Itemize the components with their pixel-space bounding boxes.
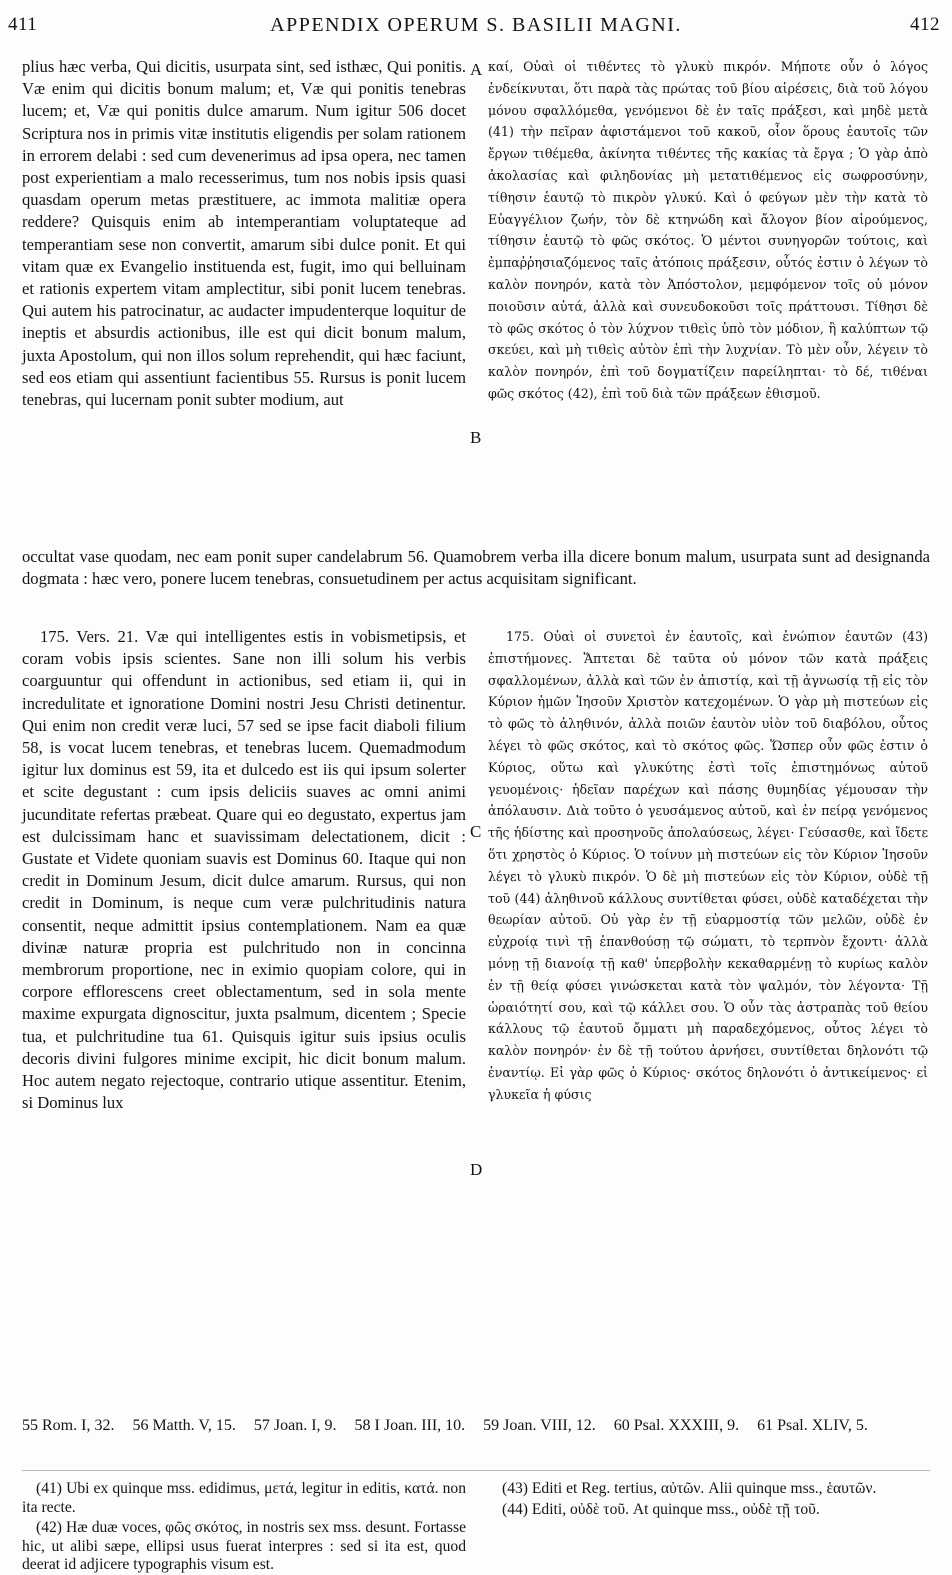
greek-column-top	[488, 56, 928, 405]
footnotes-right	[488, 1480, 928, 1519]
reference-61: 61 Psal. XLIV, 5.	[757, 1417, 868, 1434]
footnotes-left	[22, 1480, 466, 1575]
reference-60: 60 Psal. XXXIII, 9.	[613, 1417, 740, 1434]
scripture-references	[22, 1415, 930, 1436]
margin-mark-d: D	[470, 1160, 483, 1179]
reference-58: 58 I Joan. III, 10.	[354, 1417, 466, 1434]
latin-column-top	[22, 56, 466, 411]
footnote-42: (42) Hæ duæ voces, φῶς σκότος, in nostris sex mss. desunt. Fortasse hic, ut alibi sæpe, ellipsi usus fuerat interpres : sed si ita est, quod deerat id adjicere typographis visum est.	[22, 1519, 466, 1573]
reference-57: 57 Joan. I, 9.	[253, 1417, 337, 1434]
left-page-number: 411	[8, 14, 38, 35]
footnote-divider	[22, 1470, 930, 1471]
margin-mark-b: B	[470, 428, 482, 447]
margin-mark-a: A	[470, 60, 483, 79]
reference-56: 56 Matth. V, 15.	[132, 1417, 236, 1434]
greek-paragraph-175: 175. Οὐαὶ οἱ συνετοὶ ἐν ἑαυτοῖς, καὶ ἐνώπιον ἑαυτῶν (43) ἐπιστήμονες. Ἅπτεται δὲ ταῦτα οὐ μόνον τῶν κατὰ πράξεις σφαλλομένων, ἀλλὰ καὶ τῶν ἐν ἀπιστίᾳ, καὶ τῇ ἀγνωσίᾳ τῇ εἰς τὸν Κύριον ἡμῶν Ἰησοῦν Χριστὸν κατεχομένων. Ὁ γὰρ μὴ πιστεύων εἰς τὸ φῶς τὸ ἀληθινόν, ἀλλὰ ποιῶν ἑαυτὸν υἱὸν τοῦ διαβόλου, οὗτος λέγει τὸ φῶς σκότος, καὶ τὸ σκότος φῶς. Ὥσπερ οὖν φῶς ἐστιν ὁ Κύριος, οὕτω καὶ γλυκύτης ἐστὶ τοῖς ἐπιστημόνως αὐτοῦ γευομένοις· ἡδεῖαν παρέχων καὶ πάσης θυμηδίας γέμουσαν τὴν ἀπόλαυσιν. Διὰ τοῦτο ὁ γευσάμενος αὐτοῦ, καὶ ἐν πείρᾳ γενόμενος τῆς ἡδίστης καὶ προσηνοῦς ἀπολαύσεως, λέγει· Γεύσασθε, καὶ ἴδετε ὅτι χρηστὸς ὁ Κύριος. Ὁ τοίνυν μὴ πιστεύων εἰς τὸν Κύριον Ἰησοῦν λέγει τὸ γλυκὺ πικρόν. Ὁ δὲ μὴ πιστεύων εἰς τὸν Κύριον, οὐδὲ τῇ τοῦ (44) ἀληθινοῦ κάλλους συντίθεται φύσει, οὐδὲ καταδέχεται τὴν θεωρίαν αὐτοῦ. Οὐ γὰρ ἐν τῇ εὐαρμοστίᾳ τῶν μελῶν, οὐδὲ ἐν εὐχροίᾳ τινὶ τῇ ἐπανθούσῃ τῷ σώματι, τὸ τερπνὸν ἔχοντι· ἀλλὰ μόνῃ τῇ διανοίᾳ τῇ καθ' ὑπερβολὴν κεκαθαρμένῃ τὸ κυρίως καλὸν ἐν τῇ θείᾳ φύσει γινώσκεται κατὰ τὸν ψαλμόν, τὸν λέγοντα· Τῇ ὡραιότητί σου, καὶ τῷ κάλλει σου. Ὁ οὖν τὰς ἀστραπὰς τοῦ θείου κάλλους τῷ ἑαυτοῦ ὄμματι μὴ παραδεχόμενος, οὗτος λέγει τὸ καλὸν πονηρόν· ἐν δὲ τῇ τούτου ἀρνήσει, συντίθεται δηλονότι τῷ ἐναντίῳ. Εἰ γὰρ φῶς ὁ Κύριος· σκότος δηλονότι ὁ ἀντικείμενος· εἰ γλυκεῖα ἡ φύσις	[488, 629, 928, 1102]
latin-column-bottom	[22, 626, 466, 1114]
right-page-number: 412	[910, 14, 940, 35]
footnote-41: (41) Ubi ex quinque mss. edidimus, μετά, legitur in editis, κατά. non ita recte.	[22, 1480, 466, 1516]
greek-paragraph-1: καί, Οὐαὶ οἱ τιθέντες τὸ γλυκὺ πικρόν. Μήποτε οὖν ὁ λόγος ἐνδείκνυται, ὅτι παρὰ τὰς πρώτας τοῦ βίου αἱρέσεις, διὰ τοῦ λόγου μόνου σφαλλόμεθα, γενόμενοι δὲ ἐν ταῖς πράξεσι, καὶ μηδὲ μετὰ (41) τὴν πεῖραν ἀφιστάμενοι τοῦ κακοῦ, οἷον ὅρους ἑαυτοῖς τῶν ἔργων τιθέμεθα, ἀκίνητα τιθέντες τῆς κακίας τὰ ἔργα ; Ὁ γὰρ ἀπὸ ἀκολασίας καὶ φιληδονίας μὴ μετατιθέμενος εἰς σωφροσύνην, τίθησιν ἑαυτῷ τὸ πικρὸν γλυκύ. Καὶ ὁ φεύγων μὲν τὴν κατὰ τὸ Εὐαγγέλιον ζωήν, τὸν δὲ κτηνώδη καὶ ἄλογον βίον αἱρούμενος, τίθησιν ἑαυτῷ τὸ φῶς σκότος. Ὁ μέντοι συνηγορῶν τούτοις, καὶ ἐμπαῤῥησιαζόμενος ταῖς ἀτόποις πράξεσιν, οὗτός ἐστιν ὁ λέγων τὸ καλὸν πονηρόν, κατὰ τὸν Ἀπόστολον, μεμφόμενον τοῖς οὐ μόνον ποιοῦσιν αὐτά, ἀλλὰ καὶ συνευδοκοῦσι τοῖς πράττουσι. Τίθησι δὲ τὸ φῶς σκότος ὁ τὸν λύχνον τιθεὶς ὑπὸ τὸν μόδιον, ἢ καλύπτων τῷ σκεύει, καὶ μὴ τιθεὶς αὐτὸν ἐπὶ τὴν λυχνίαν. Τὸ μὲν οὖν, λέγειν τὸ καλὸν πονηρόν, ἐπὶ τοῦ δογματίζειν παρείληπται· τὸ δέ, τιθέναι φῶς σκότος (42), ἐπὶ τοῦ διὰ τῶν πράξεων ἐθισμοῦ.	[488, 59, 928, 401]
margin-mark-c: C	[470, 822, 482, 841]
running-title: APPENDIX OPERUM S. BASILII MAGNI.	[270, 14, 682, 36]
footnote-44: (44) Editi, οὐδὲ τοῦ. At quinque mss., οὐδὲ τῇ τοῦ.	[502, 1500, 820, 1518]
latin-paragraph-175: 175. Vers. 21. Væ qui intelligentes estis in vobismetipsis, et coram vobis ipsis scientes. Sane non illi solum his verbis coarguuntur qui offendunt in actionibus, sed etiam ii, qui in incredulitate et ignoratione Domini nostri Jesu Christi detinentur. Qui enim non credit veræ luci, 57 sed se ipse facit diaboli filium 58, is vocat lucem tenebras, et tenebras lucem. Quemadmodum igitur lux dominus est 59, ita et dulcedo est iis qui ipsum solerter et scite degustant : cum ipsis deliciis suaves ac omni animi jucunditate refertas præbeat. Quare qui eo degustato, expertus jam est dulcissimam hanc et suavissimam delectationem, dicit : Gustate et Videte quoniam suavis est Dominus 60. Itaque qui non credit in Dominum Jesum, dicit dulce amarum. Rursus, qui non credit in Dominum, is neque cum veræ pulchritudinis natura consentit, neque admittit ipsius contemplationem. Nam ea quæ divinæ naturæ propria est pulchritudo non in concinna membrorum proportione, nec in eximio quopiam colore, qui in corpore efflorescens creet oblectamentum, sed in sola mente maxime expurgata dignoscitur, juxta psalmum, dicentem ; Specie tua, et pulchritudine tua 61. Quisquis igitur suis ipsius oculis decoris divini fulgores minime excipit, hic dicit bonum malum. Hoc autem negato rejectoque, contrario utique assentitur. Etenim, si Dominus lux	[22, 627, 466, 1113]
reference-55: 55 Rom. I, 32.	[22, 1417, 115, 1434]
latin-full-width-continuation: occultat vase quodam, nec eam ponit super candelabrum 56. Quamobrem verba illa dicere bonum malum, usurpata sunt ad designanda dogmata : hæc vero, ponere lucem tenebras, consuetudinem per actus acquisitam significant.	[22, 547, 930, 589]
greek-column-bottom	[488, 626, 928, 1106]
latin-paragraph-1: plius hæc verba, Qui dicitis, usurpata sint, sed isthæc, Qui ponitis. Væ enim qui dicitis bonum malum; et, Væ qui ponitis tenebras lucem; et, Væ qui ponitis dulce amarum. Num igitur 506 docet Scriptura nos in primis vitæ institutis eligendis per solam rationem in errorem delabi : sed cum devenerimus ad ipsa opera, nec tamen post experientiam a malo recesserimus, tum nos nobis ipsis quasi quasdam operum metas præstituere, ac immota malitiæ opera reddere? Quisquis enim ab intemperantiam voluptateque ad temperantiam sese non convertit, amarum sibi dulce ponit. Et qui vitam quæ ex Evangelio instituenda est, fugit, imo qui belluinam et rationis expertem vitam amplectitur, sibi ponit lucem tenebras. Qui autem his patrocinatur, ac audacter impudenterque loquitur de ineptis et absurdis actionibus, ille est qui dicit bonum malum, juxta Apostolum, qui non illos solum reprehendit, qui hæc faciunt, sed eos etiam qui assentiunt facientibus 55. Rursus is ponit lucem tenebras, qui lucernam ponit subter modium, aut	[22, 57, 466, 410]
footnote-43: (43) Editi et Reg. tertius, αὐτῶν. Alii quinque mss., ἑαυτῶν.	[502, 1480, 877, 1497]
reference-59: 59 Joan. VIII, 12.	[483, 1417, 596, 1434]
